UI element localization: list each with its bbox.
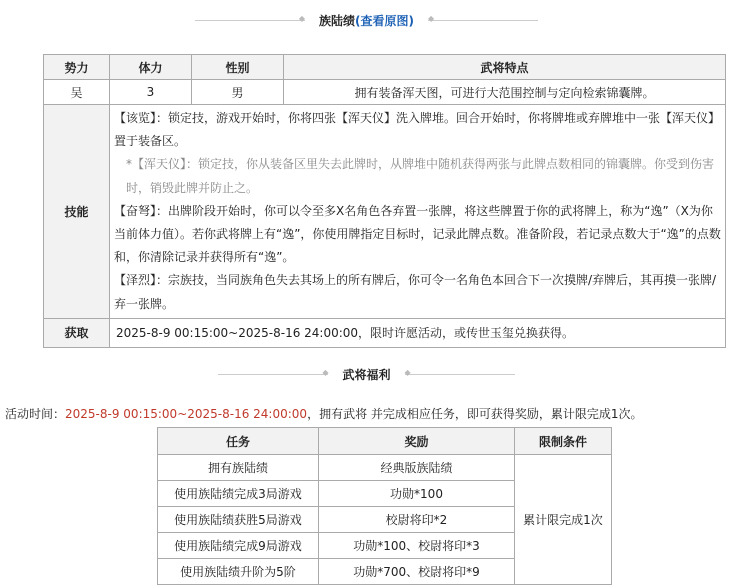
gender-value: 男 bbox=[192, 80, 284, 105]
reward-header-row bbox=[158, 428, 612, 455]
traits-value: 拥有装备浑天图，可进行大范围控制与定向检索锦囊牌。 bbox=[284, 80, 726, 105]
table-row bbox=[158, 455, 612, 481]
reward-cell: 校尉将印*2 bbox=[319, 507, 515, 533]
skill-2: 【奋弩】：出牌阶段开始时，你可以令至多X名角色各弃置一张牌，将这些牌置于你的武将牌上，称为“逸”（X为你当前体力值）。若你武将牌上有“逸”，你使用牌指定目标时，记录此牌点数。准备阶段，若记录点数大于“逸”的点数和，你清除记录并获得所有“逸”。 bbox=[114, 203, 721, 265]
acquire-row bbox=[44, 318, 726, 347]
view-original-link[interactable]: (查看原图) bbox=[355, 14, 414, 28]
divider-left-2 bbox=[218, 374, 328, 375]
reward-cell: 经典版族陆绩 bbox=[319, 455, 515, 481]
general-info-table bbox=[43, 54, 726, 348]
header-task: 任务 bbox=[158, 428, 319, 455]
skill-header: 技能 bbox=[44, 105, 110, 319]
section-title-row bbox=[0, 12, 733, 29]
header-row bbox=[44, 55, 726, 80]
header-traits: 武将特点 bbox=[284, 55, 726, 80]
header-gender: 性别 bbox=[192, 55, 284, 80]
task-cell: 拥有族陆绩 bbox=[158, 455, 319, 481]
welfare-title: 武将福利 bbox=[342, 368, 391, 382]
skill-row bbox=[44, 105, 726, 319]
task-cell: 使用族陆绩完成3局游戏 bbox=[158, 481, 319, 507]
reward-table bbox=[157, 427, 612, 585]
activity-time: 2025-8-9 00:15:00~2025-8-16 24:00:00 bbox=[65, 407, 308, 421]
skill-1: 【该览】：锁定技，游戏开始时，你将四张【浑天仪】洗入牌堆。回合开始时，你将牌堆或弃牌堆中一张【浑天仪】置于装备区。 bbox=[114, 111, 721, 149]
acquire-header: 获取 bbox=[44, 318, 110, 347]
task-cell: 使用族陆绩获胜5局游戏 bbox=[158, 507, 319, 533]
reward-cell: 功勋*100 bbox=[319, 481, 515, 507]
divider-right bbox=[428, 20, 538, 21]
section-title: 族陆绩(查看原图) bbox=[319, 14, 414, 28]
welfare-title-row bbox=[0, 366, 733, 383]
header-hp: 体力 bbox=[110, 55, 192, 80]
hp-value: 3 bbox=[110, 80, 192, 105]
faction-value: 吴 bbox=[44, 80, 110, 105]
task-cell: 使用族陆绩升阶为5阶 bbox=[158, 559, 319, 585]
acquire-text: 2025-8-9 00:15:00~2025-8-16 24:00:00，限时许愿活动，或传世玉玺兑换获得。 bbox=[110, 318, 726, 347]
header-reward: 奖励 bbox=[319, 428, 515, 455]
reward-cell: 功勋*100、校尉将印*3 bbox=[319, 533, 515, 559]
divider-right-2 bbox=[405, 374, 515, 375]
activity-text: 活动时间：2025-8-9 00:15:00~2025-8-16 24:00:00，拥有武将 并完成相应任务，即可获得奖励，累计限完成1次。 bbox=[5, 407, 643, 421]
limit-cell: 累计限完成1次 bbox=[515, 455, 612, 585]
info-row bbox=[44, 80, 726, 105]
skill-3: 【泽烈】：宗族技，当同族角色失去其场上的所有牌后，你可令一名角色本回合下一次摸牌/弃牌后，其再摸一张牌/弃一张牌。 bbox=[114, 273, 717, 311]
skill-cell bbox=[110, 105, 726, 319]
divider-left bbox=[195, 20, 305, 21]
header-faction: 势力 bbox=[44, 55, 110, 80]
header-limit: 限制条件 bbox=[515, 428, 612, 455]
skill-1-note: *【浑天仪】：锁定技，你从装备区里失去此牌时，从牌堆中随机获得两张与此牌点数相同的锦囊牌。你受到伤害时，销毁此牌并防止之。 bbox=[126, 157, 715, 195]
task-cell: 使用族陆绩完成9局游戏 bbox=[158, 533, 319, 559]
reward-cell: 功勋*700、校尉将印*9 bbox=[319, 559, 515, 585]
